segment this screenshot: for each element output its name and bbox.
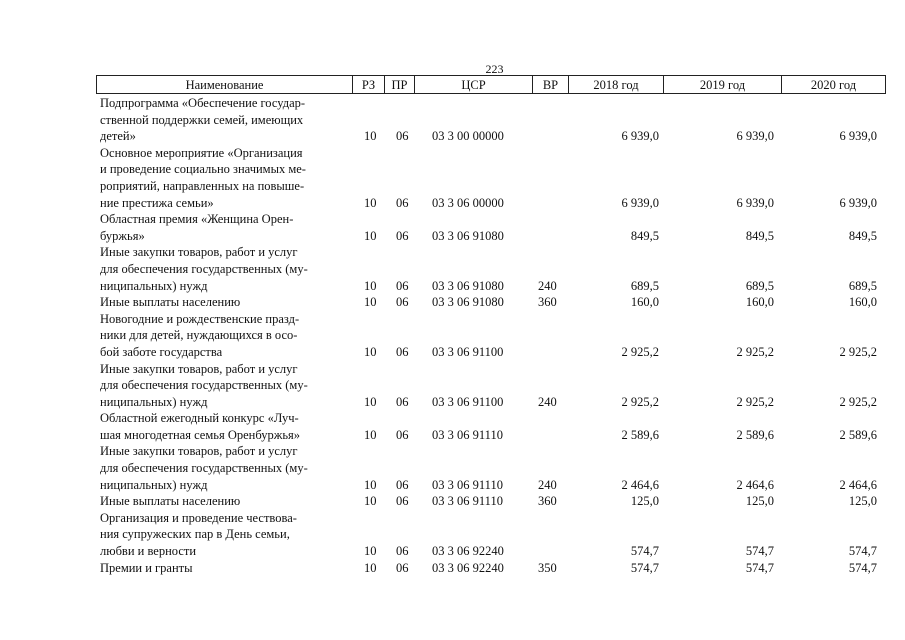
header-2020: 2020 год — [810, 78, 857, 92]
row-name-line: ниципальных) нужд — [100, 278, 208, 293]
row-2019: 689,5 — [745, 278, 774, 293]
row-rz: 10 — [364, 278, 377, 293]
row-name — [96, 311, 350, 361]
row-2018: 574,7 — [630, 560, 659, 575]
row-name — [96, 510, 350, 560]
row-2018: 160,0 — [630, 295, 659, 310]
table-row — [96, 145, 886, 211]
row-name-line: Новогодние и рождественские празд- — [100, 311, 300, 326]
table-row — [96, 493, 886, 510]
row-name-line: роприятий, направленных на повыше- — [100, 178, 305, 193]
row-vr: 360 — [538, 494, 557, 509]
header-2018: 2018 год — [569, 76, 664, 93]
row-csr: 03 3 06 91110 — [432, 477, 503, 492]
row-pr: 06 — [396, 278, 409, 293]
row-name-line: любви и верности — [100, 544, 197, 559]
row-name-line: бой заботе государства — [100, 344, 223, 359]
row-name-line: Подпрограмма «Обеспечение государ- — [100, 96, 306, 110]
row-rz: 10 — [364, 427, 377, 442]
row-2020: 125,0 — [848, 494, 877, 509]
row-name — [96, 443, 350, 493]
row-name-line: для обеспечения государственных (му- — [100, 261, 308, 276]
row-name-line: Областная премия «Женщина Орен- — [100, 212, 294, 227]
row-2018: 849,5 — [630, 228, 659, 243]
row-vr: 240 — [538, 278, 557, 293]
row-name-line: ственной поддержки семей, имеющих — [100, 112, 304, 127]
row-rz: 10 — [364, 477, 377, 492]
row-csr: 03 3 06 00000 — [432, 195, 504, 210]
row-2019: 849,5 — [745, 228, 774, 243]
table-body — [96, 95, 886, 576]
row-csr: 03 3 06 91100 — [432, 394, 504, 409]
row-csr: 03 3 00 00000 — [432, 129, 504, 144]
row-pr: 06 — [396, 544, 409, 559]
row-vr: 240 — [538, 394, 557, 409]
header-vr: ВР — [533, 76, 569, 93]
row-2019: 6 939,0 — [736, 129, 774, 144]
row-csr: 03 3 06 91080 — [432, 228, 504, 243]
row-name-line: Областной ежегодный конкурс «Луч- — [100, 411, 299, 426]
row-rz: 10 — [364, 394, 377, 409]
row-2019: 2 925,2 — [736, 344, 774, 359]
row-pr: 06 — [396, 129, 409, 144]
table-row — [96, 361, 886, 411]
row-2018: 689,5 — [630, 278, 659, 293]
row-csr: 03 3 06 91110 — [432, 494, 503, 509]
page-number: 223 — [485, 62, 504, 76]
row-csr: 03 3 06 92240 — [432, 560, 504, 575]
table-row — [96, 443, 886, 493]
table-row — [96, 244, 886, 294]
row-2018: 6 939,0 — [621, 195, 659, 210]
row-name-line: буржья» — [100, 228, 145, 243]
row-name — [96, 95, 350, 145]
row-csr: 03 3 06 91080 — [432, 295, 504, 310]
row-rz: 10 — [364, 129, 377, 144]
row-2020: 849,5 — [848, 228, 877, 243]
row-name-line: ники для детей, нуждающихся в осо- — [100, 328, 298, 343]
row-2019: 2 464,6 — [736, 477, 774, 492]
table-row — [96, 510, 886, 560]
row-name-line: для обеспечения государственных (му- — [100, 461, 308, 476]
row-2019: 160,0 — [745, 295, 774, 310]
row-name-line: Премии и гранты — [100, 560, 193, 575]
row-name — [96, 361, 350, 411]
row-pr: 06 — [396, 195, 409, 210]
row-2020: 574,7 — [848, 560, 877, 575]
row-name-line: ние престижа семьи» — [100, 195, 214, 210]
row-2019: 125,0 — [745, 494, 774, 509]
row-name — [96, 145, 350, 211]
row-csr: 03 3 06 91080 — [432, 278, 504, 293]
row-pr: 06 — [396, 394, 409, 409]
row-name — [96, 410, 350, 443]
row-name-line: Иные закупки товаров, работ и услуг — [100, 361, 298, 376]
row-pr: 06 — [396, 295, 409, 310]
row-2020: 6 939,0 — [839, 129, 877, 144]
row-name-line: Иные выплаты населению — [100, 295, 241, 310]
row-name-line: Иные выплаты населению — [100, 494, 241, 509]
row-2020: 689,5 — [848, 278, 877, 293]
row-name-line: Иные закупки товаров, работ и услуг — [100, 444, 298, 459]
row-rz: 10 — [364, 228, 377, 243]
row-rz: 10 — [364, 494, 377, 509]
row-name-line: Организация и проведение чествова- — [100, 510, 297, 525]
row-name — [96, 294, 350, 311]
row-name — [96, 244, 350, 294]
row-name-line: ния супружеских пар в День семьи, — [100, 527, 290, 542]
row-name-line: ниципальных) нужд — [100, 477, 208, 492]
row-vr: 350 — [538, 560, 557, 575]
header-pr: ПР — [385, 76, 415, 93]
row-pr: 06 — [396, 344, 409, 359]
row-name — [96, 211, 350, 244]
row-name — [96, 560, 350, 577]
row-pr: 06 — [396, 427, 409, 442]
row-2019: 574,7 — [745, 560, 774, 575]
row-csr: 03 3 06 91110 — [432, 427, 503, 442]
header-2019: 2019 год — [664, 76, 782, 93]
row-2020: 2 589,6 — [839, 427, 877, 442]
row-2018: 2 925,2 — [621, 394, 659, 409]
row-name-line: и проведение социально значимых ме- — [100, 162, 306, 177]
row-2020: 2 925,2 — [839, 344, 877, 359]
table-row — [96, 311, 886, 361]
row-name-line: Иные закупки товаров, работ и услуг — [100, 245, 298, 260]
row-2020: 574,7 — [848, 544, 877, 559]
header-name: Наименование — [97, 76, 353, 93]
row-name-line: для обеспечения государственных (му- — [100, 378, 308, 393]
table-row — [96, 211, 886, 244]
table-row — [96, 294, 886, 311]
row-rz: 10 — [364, 195, 377, 210]
row-2019: 574,7 — [745, 544, 774, 559]
row-name-line: детей» — [100, 129, 136, 144]
row-vr: 360 — [538, 295, 557, 310]
row-2020: 160,0 — [848, 295, 877, 310]
row-2019: 2 589,6 — [736, 427, 774, 442]
row-2018: 2 464,6 — [621, 477, 659, 492]
header-csr: ЦСР — [415, 76, 533, 93]
row-name-line: ниципальных) нужд — [100, 394, 208, 409]
row-name-line: Основное мероприятие «Организация — [100, 145, 303, 160]
row-pr: 06 — [396, 494, 409, 509]
row-csr: 03 3 06 92240 — [432, 544, 504, 559]
row-name-line: шая многодетная семья Оренбуржья» — [100, 427, 301, 442]
row-rz: 10 — [364, 560, 377, 575]
table-row — [96, 95, 886, 145]
row-rz: 10 — [364, 544, 377, 559]
row-pr: 06 — [396, 228, 409, 243]
row-2019: 2 925,2 — [736, 394, 774, 409]
row-2018: 574,7 — [630, 544, 659, 559]
row-2020: 2 925,2 — [839, 394, 877, 409]
row-pr: 06 — [396, 560, 409, 575]
row-rz: 10 — [364, 344, 377, 359]
table-row — [96, 560, 886, 577]
row-2018: 2 925,2 — [621, 344, 659, 359]
row-rz: 10 — [364, 295, 377, 310]
row-2019: 6 939,0 — [736, 195, 774, 210]
row-csr: 03 3 06 91100 — [432, 344, 504, 359]
row-name — [96, 493, 350, 510]
header-rz: РЗ — [353, 76, 385, 93]
row-2020: 2 464,6 — [839, 477, 877, 492]
row-2018: 2 589,6 — [621, 427, 659, 442]
row-pr: 06 — [396, 477, 409, 492]
row-2018: 6 939,0 — [621, 129, 659, 144]
table-row — [96, 410, 886, 443]
row-2020: 6 939,0 — [839, 195, 877, 210]
table-header — [96, 75, 886, 94]
row-2018: 125,0 — [630, 494, 659, 509]
row-vr: 240 — [538, 477, 557, 492]
